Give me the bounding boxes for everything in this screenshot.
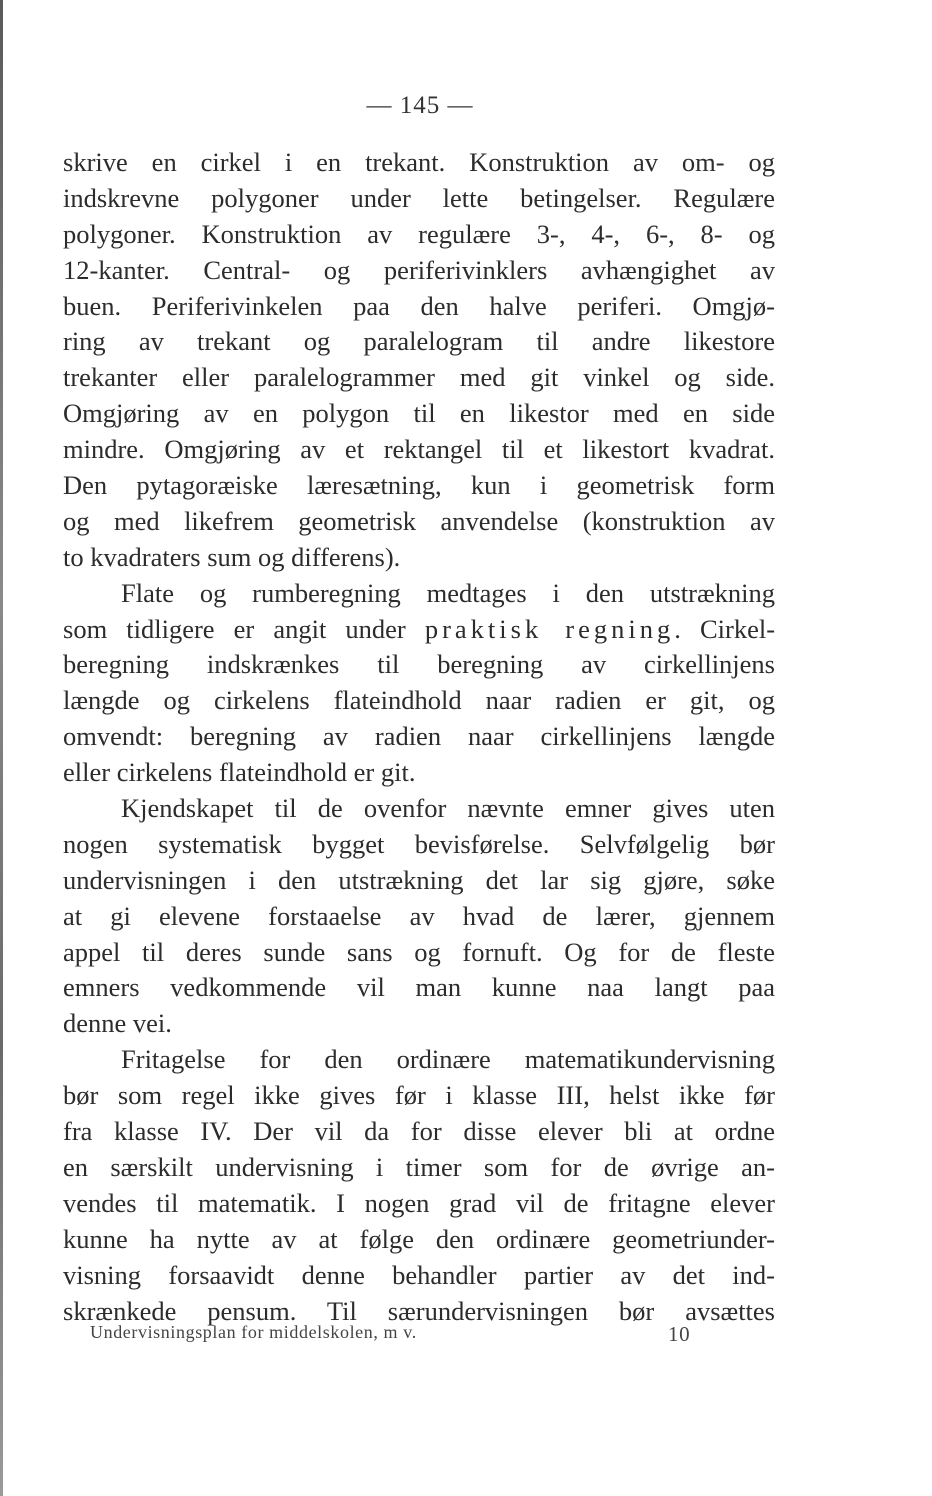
text-line: bør som regel ikke gives før i klasse III, helst ikke før bbox=[63, 1080, 775, 1111]
page-footer bbox=[90, 1322, 700, 1346]
paragraph-start-line: Flate og rumberegning medtages i den utstrækning bbox=[121, 577, 775, 608]
text-line: 12-kanter. Central- og periferivinklers avhængighet av bbox=[63, 254, 775, 285]
text-line: trekanter eller paralelogrammer med git vinkel og side. bbox=[63, 362, 775, 393]
text-line: ring av trekant og paralelogram til andre likestore bbox=[63, 326, 775, 357]
text-line: at gi elevene forstaaelse av hvad de lærer, gjennem bbox=[63, 900, 775, 931]
text-segment: . Cirkel- bbox=[674, 613, 776, 644]
text-line: mindre. Omgjøring av et rektangel til et likestort kvadrat. bbox=[63, 434, 775, 465]
paragraph-start-line: Kjendskapet til de ovenfor nævnte emner gives uten bbox=[121, 793, 775, 824]
text-line: og med likefrem geometrisk anvendelse (konstruktion av bbox=[63, 505, 775, 536]
sheet-number: 10 bbox=[668, 1322, 691, 1346]
text-line: omvendt: beregning av radien naar cirkellinjens længde bbox=[63, 721, 775, 752]
text-line: denne vei. bbox=[63, 1008, 172, 1039]
text-line: undervisningen i den utstrækning det lar sig gjøre, søke bbox=[63, 864, 775, 895]
text-line: appel til deres sunde sans og fornuft. Og for de fleste bbox=[63, 936, 775, 967]
text-line: kunne ha nytte av at følge den ordinære geometriunder- bbox=[63, 1223, 775, 1254]
text-line: nogen systematisk bygget bevisførelse. Selvfølgelig bør bbox=[63, 828, 775, 859]
text-line: buen. Periferivinkelen paa den halve periferi. Omgjø- bbox=[63, 290, 775, 321]
body-text bbox=[63, 145, 775, 1329]
footer-title: Undervisningsplan for middelskolen, m v. bbox=[90, 1322, 417, 1342]
text-line: skrive en cirkel i en trekant. Konstruktion av om- og bbox=[63, 147, 775, 177]
text-line: vendes til matematik. I nogen grad vil de fritagne elever bbox=[63, 1187, 775, 1218]
text-line: eller cirkelens flateindhold er git. bbox=[63, 757, 416, 788]
page-number: — 145 — bbox=[366, 92, 474, 119]
text-line: Den pytagoræiske læresætning, kun i geometrisk form bbox=[63, 470, 775, 501]
page-edge-shadow bbox=[0, 0, 3, 1496]
text-line-with-emphasis bbox=[63, 612, 775, 648]
text-segment: som tidligere er angit under bbox=[63, 613, 406, 644]
text-line: visning forsaavidt denne behandler partier av det ind- bbox=[63, 1259, 775, 1290]
emphasized-term: praktisk regning bbox=[424, 613, 675, 644]
text-line: fra klasse IV. Der vil da for disse elever bli at ordne bbox=[63, 1116, 775, 1147]
text-line: to kvadraters sum og differens). bbox=[63, 541, 401, 572]
text-line: en særskilt undervisning i timer som for de øvrige an- bbox=[63, 1151, 775, 1182]
text-line: skrænkede pensum. Til særundervisningen bør avsættes bbox=[63, 1295, 775, 1326]
text-line: længde og cirkelens flateindhold naar radien er git, og bbox=[63, 685, 775, 716]
text-line: indskrevne polygoner under lette betingelser. Regulære bbox=[63, 182, 775, 213]
text-line: polygoner. Konstruktion av regulære 3-, 4-, 6-, 8- og bbox=[63, 218, 775, 249]
text-line: emners vedkommende vil man kunne naa langt paa bbox=[63, 972, 775, 1003]
text-line: Omgjøring av en polygon til en likestor med en side bbox=[63, 398, 775, 429]
text-line: beregning indskrænkes til beregning av cirkellinjens bbox=[63, 649, 775, 680]
paragraph-start-line: Fritagelse for den ordinære matematikundervisning bbox=[121, 1044, 775, 1075]
